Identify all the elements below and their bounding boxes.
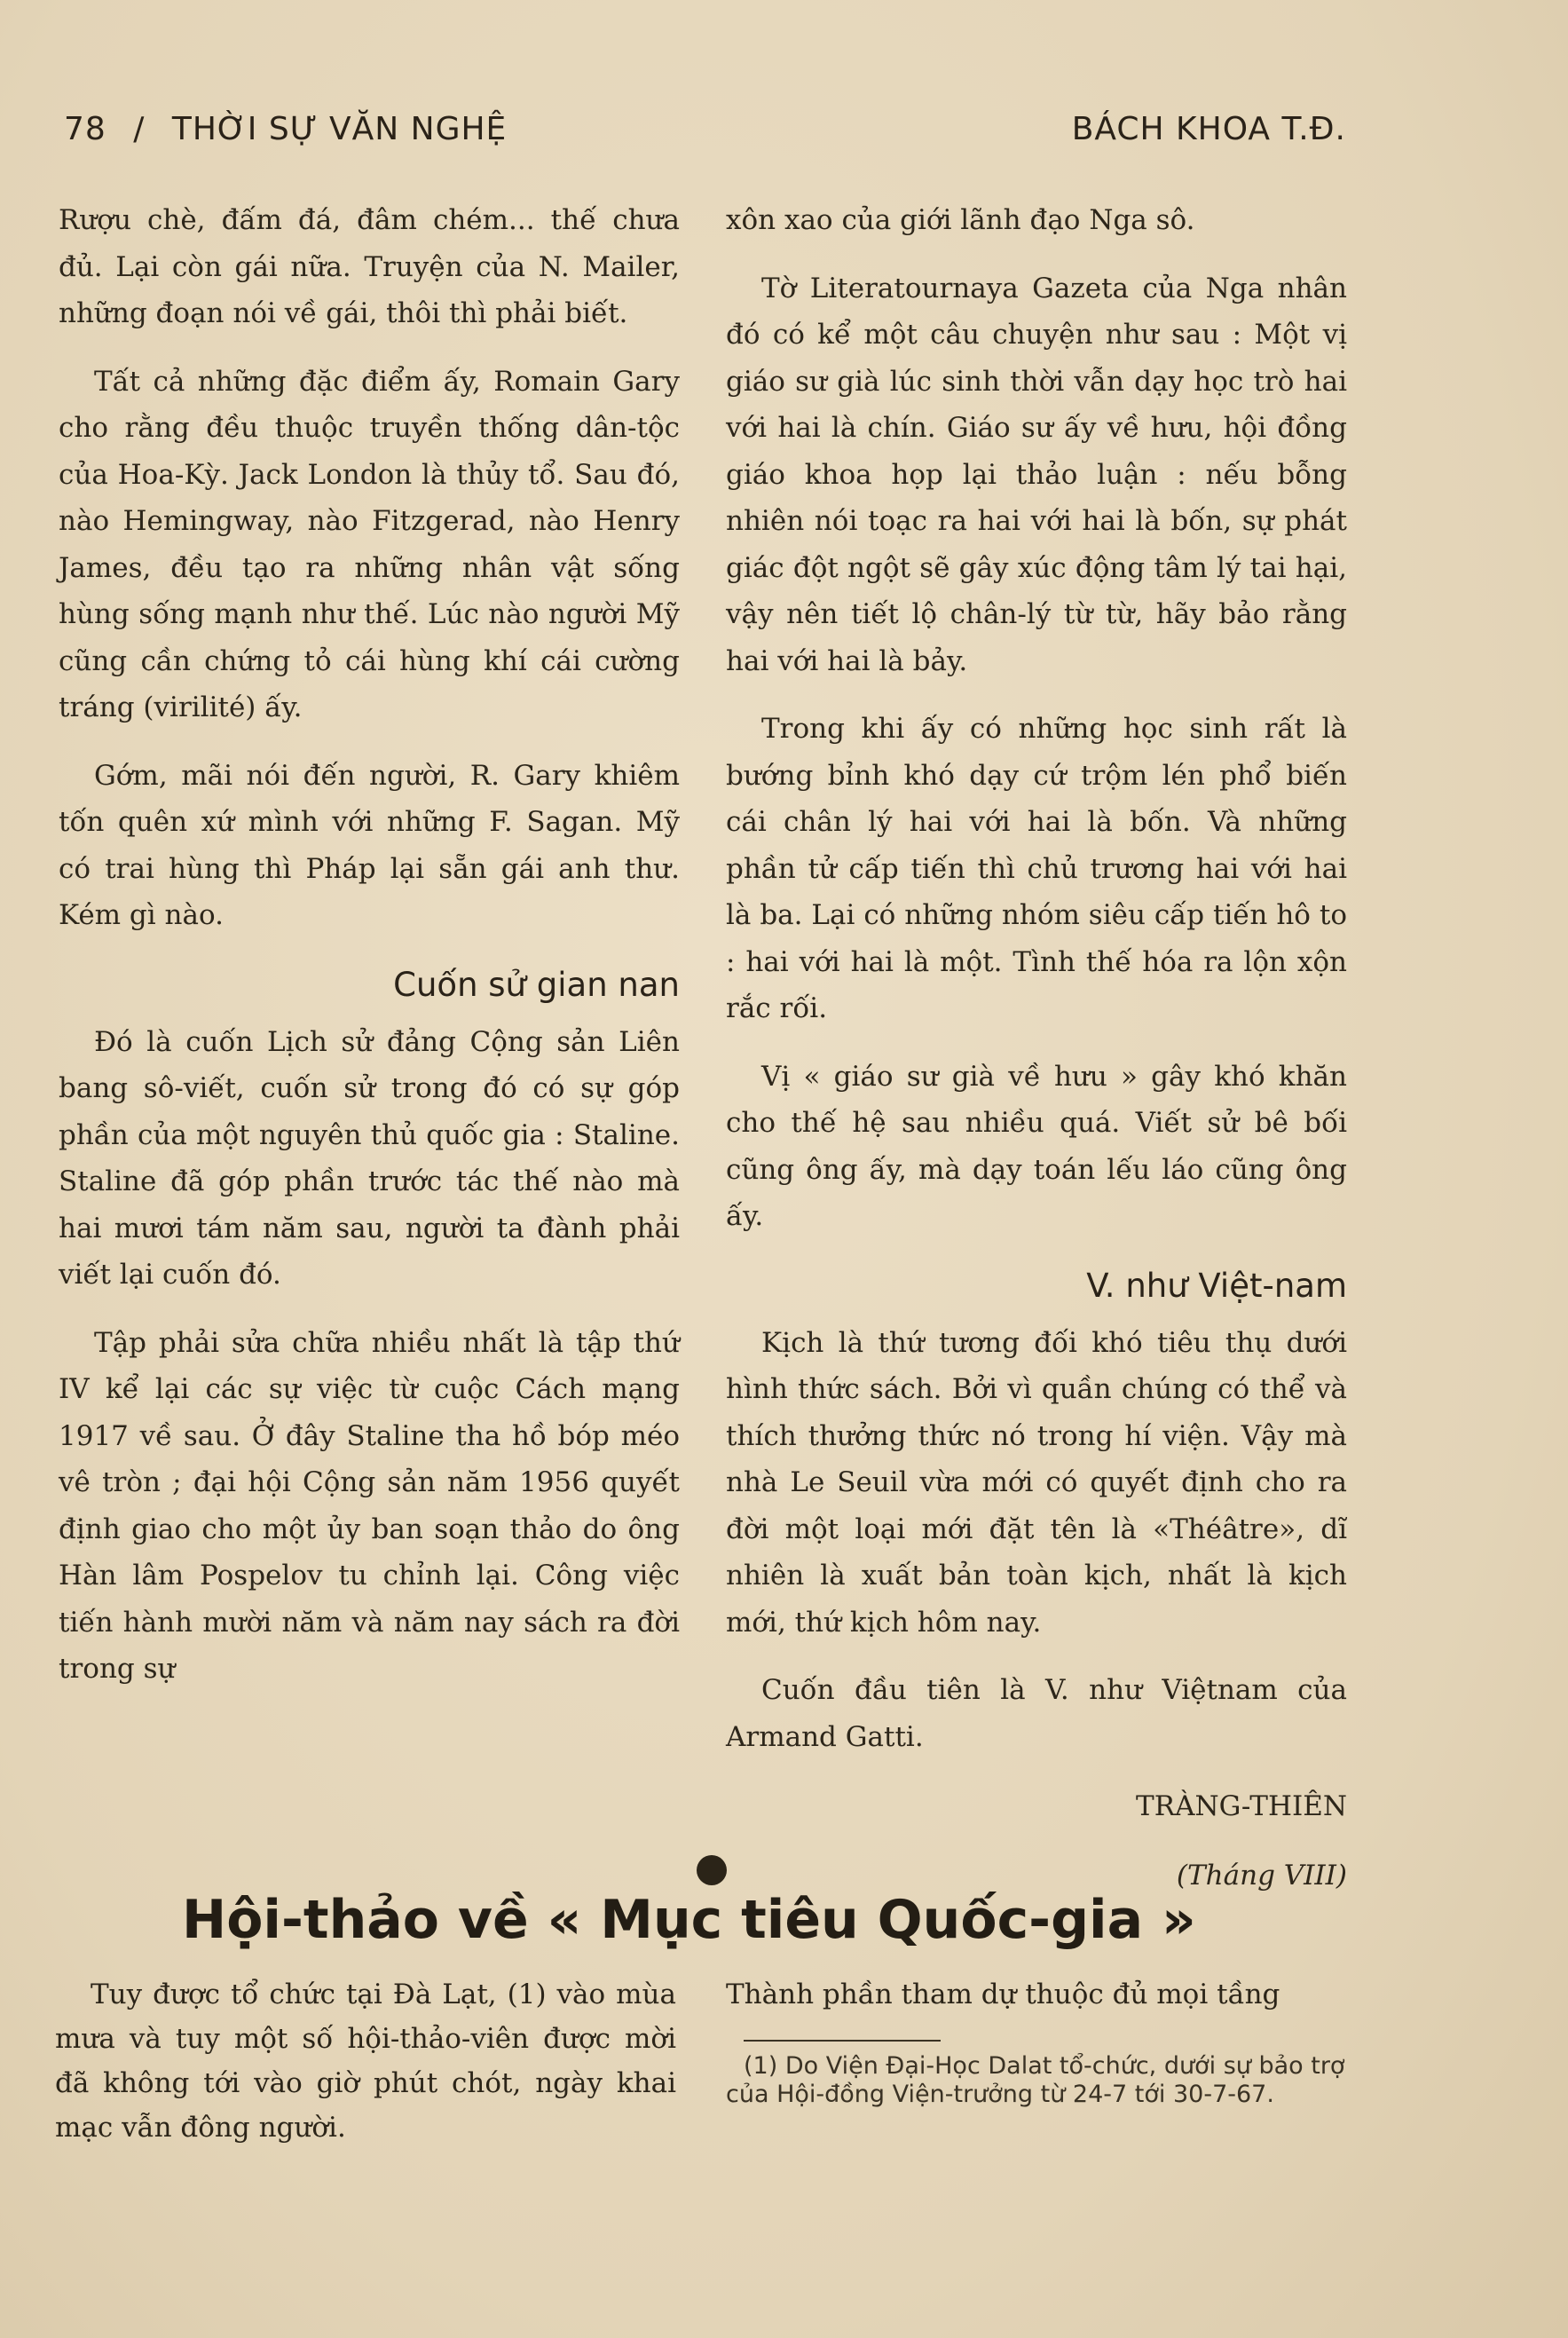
publication-name: BÁCH KHOA T.Đ.: [1071, 110, 1346, 147]
paragraph: Thành phần tham dự thuộc đủ mọi tầng: [726, 1979, 1280, 2010]
paragraph: Đó là cuốn Lịch sử đảng Cộng sản Liên bang sô-viết, cuốn sử trong đó có sự góp phần của một nguyên thủ quốc gia : Staline. Staline đã góp phần trước tác thế nào mà hai mươi tám năm sau, người ta đành phải viết lại cuốn đó.: [59, 1025, 680, 1291]
paragraph: Gớm, mãi nói đến người, R. Gary khiêm tốn quên xứ mình với những F. Sagan. Mỹ có trai hùng thì Pháp lại sẵn gái anh thư. Kém gì nào.: [59, 759, 680, 931]
paragraph: Kịch là thứ tương đối khó tiêu thụ dưới hình thức sách. Bởi vì quần chúng có thể và thích thưởng thức nó trong hí viện. Vậy mà nhà Le Seuil vừa mới có quyết định cho ra đời một loại mới đặt tên là «Théâtre», dĩ nhiên là xuất bản toàn kịch, nhất là kịch mới, thứ kịch hôm nay.: [726, 1326, 1347, 1639]
section-subhead: Cuốn sử gian nan: [393, 965, 680, 1004]
paragraph: Tờ Literatournaya Gazeta của Nga nhân đó có kể một câu chuyện như sau : Một vị giáo sư già lúc sinh thời vẫn dạy học trò hai với hai là chín. Giáo sư ấy về hưu, hội đồng giáo khoa họp lại thảo luận : nếu bỗng nhiên nói toạc ra hai với hai là bốn, sự phát giác đột ngột sẽ gây xúc động tâm lý tai hại, vậy nên tiết lộ chân-lý từ từ, hãy bảo rằng hai với hai là bảy.: [726, 272, 1347, 677]
footnote: (1) Do Viện Đại-Học Dalat tổ-chức, dưới sự bảo trợ của Hội-đồng Viện-trưởng từ 24-7 tới 30-7-67.: [726, 2052, 1345, 2108]
article2-left-column: [55, 1972, 676, 2150]
header-left: [64, 111, 523, 147]
left-column: [59, 197, 680, 1714]
header-separator: /: [133, 110, 146, 147]
paragraph: Tuy được tổ chức tại Đà Lạt, (1) vào mùa mưa và tuy một số hội-thảo-viên được mời đã không tới vào giờ phút chót, ngày khai mạc vẫn đông người.: [55, 1979, 676, 2144]
right-column: [726, 197, 1347, 1921]
paragraph: Trong khi ấy có những học sinh rất là bướng bỉnh khó dạy cứ trộm lén phổ biến cái chân lý hai với hai là bốn. Và những phần tử cấp tiến thì chủ trương hai với hai là ba. Lại có những nhóm siêu cấp tiến hô to : hai với hai là một. Tình thế hóa ra lộn xộn rắc rối.: [726, 713, 1347, 1024]
paragraph: Tập phải sửa chữa nhiều nhất là tập thứ IV kể lại các sự việc từ cuộc Cách mạng 1917 về sau. Ở đây Staline tha hồ bóp méo vê tròn ; đại hội Cộng sản năm 1956 quyết định giao cho một ủy ban soạn thảo do ông Hàn lâm Pospelov tu chỉnh lại. Công việc tiến hành mười năm và năm nay sách ra đời trong sự: [59, 1326, 680, 1685]
section-title: THỜI SỰ VĂN NGHỆ: [171, 110, 508, 147]
paragraph: Rượu chè, đấm đá, đâm chém... thế chưa đủ. Lại còn gái nữa. Truyện của N. Mailer, những đoạn nói về gái, thôi thì phải biết.: [59, 204, 680, 329]
paragraph: xôn xao của giới lãnh đạo Nga sô.: [726, 204, 1195, 236]
article2-right-column: [726, 1972, 1347, 2109]
running-header: [64, 107, 1346, 151]
author-signature: TRÀNG-THIÊN: [1136, 1790, 1347, 1822]
page-number: 78: [64, 110, 106, 147]
footnote-divider: [744, 2040, 941, 2042]
paragraph: Vị « giáo sư già về hưu » gây khó khăn cho thế hệ sau nhiều quá. Viết sử bê bối cũng ông ấy, mà dạy toán lếu láo cũng ông ấy.: [726, 1060, 1347, 1232]
paragraph: Tất cả những đặc điểm ấy, Romain Gary cho rằng đều thuộc truyền thống dân-tộc của Hoa-Kỳ. Jack London là thủy tổ. Sau đó, nào Hemingway, nào Fitzgerad, nào Henry James, đều tạo ra những nhân vật sống hùng sống mạnh như thế. Lúc nào người Mỹ cũng cần chứng tỏ cái hùng khí cái cường tráng (virilité) ấy.: [59, 365, 680, 723]
article-date: (Tháng VIII): [1176, 1860, 1347, 1892]
article-headline: Hội-thảo về « Mục tiêu Quốc-gia »: [182, 1889, 1196, 1951]
section-subhead: V. như Việt-nam: [1086, 1266, 1347, 1305]
paragraph: Cuốn đầu tiên là V. như Việtnam của Armand Gatti.: [726, 1674, 1347, 1753]
